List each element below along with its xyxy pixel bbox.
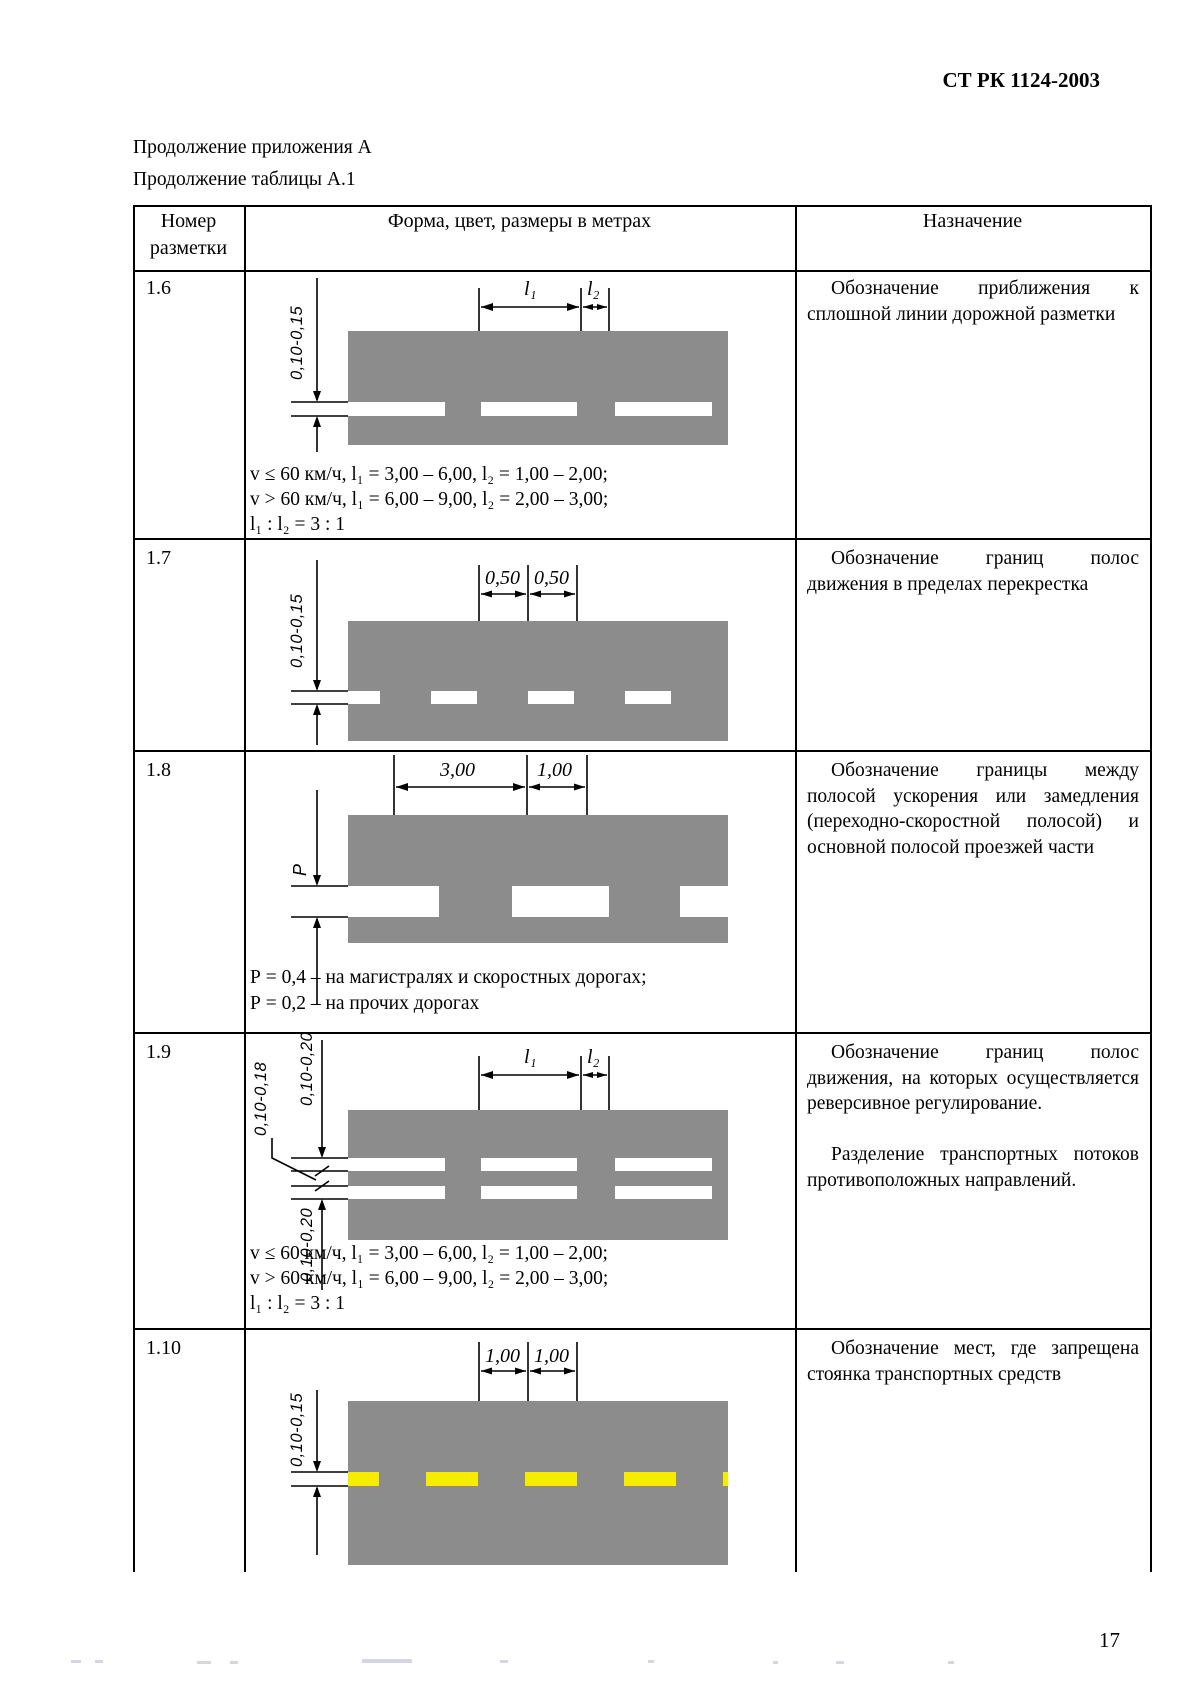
dim-label-line-width-top-1-9: 0,10-0,20 bbox=[298, 1031, 316, 1106]
dim-label-1-00-a: 1,00 bbox=[485, 1345, 520, 1367]
purpose-1-9-paragraph-2: Разделение транспортных потоков противоположных направлений. bbox=[807, 1144, 1139, 1191]
dim-label-P: P bbox=[290, 863, 310, 876]
marking-dash bbox=[431, 691, 477, 704]
note-1-9-line2: v > 60 км/ч, l₁ = 6,00 – 9,00, l₂ = 2,00 – 3,00; bbox=[250, 1268, 609, 1289]
dim-label-l1: l₁ bbox=[524, 278, 537, 300]
marking-dash-yellow bbox=[723, 1472, 728, 1486]
dim-label-line-width-1-10: 0,10-0,15 bbox=[288, 1392, 306, 1467]
note-1-6-line3: l₁ : l₂ = 3 : 1 bbox=[250, 514, 346, 535]
dim-label-3-00: 3,00 bbox=[440, 759, 475, 781]
road-surface bbox=[348, 331, 728, 445]
dim-label-line-width-1-7: 0,10-0,15 bbox=[288, 593, 306, 668]
marking-dash bbox=[481, 1158, 577, 1171]
purpose-1-7: Обозначение границ полос движения в пределах перекрестка bbox=[807, 548, 1139, 595]
note-1-8-line1: Р = 0,4 – на магистралях и скоростных дорогах; bbox=[250, 967, 647, 988]
dim-label-1-00: 1,00 bbox=[537, 759, 572, 781]
row-number-1-8: 1.8 bbox=[146, 759, 171, 781]
leader-line bbox=[272, 1138, 316, 1180]
marking-dash-yellow bbox=[426, 1472, 478, 1486]
row-number-1-7: 1.7 bbox=[146, 547, 171, 569]
marking-dash bbox=[481, 1186, 577, 1199]
dim-label-0-50-a: 0,50 bbox=[485, 567, 520, 589]
appendix-continuation-line: Продолжение приложения А bbox=[133, 137, 372, 158]
standard-reference: СТ РК 1124-2003 bbox=[942, 68, 1100, 92]
note-1-6-line2: v > 60 км/ч, l₁ = 6,00 – 9,00, l₂ = 2,00 – 3,00; bbox=[250, 489, 609, 510]
marking-dash-yellow bbox=[525, 1472, 577, 1486]
header-col1-line2: разметки bbox=[149, 237, 228, 259]
marking-dash bbox=[348, 1186, 445, 1199]
purpose-1-8: Обозначение границы между полосой ускорения или замедления (переходно-скоростной полосой) и основной полосой проезжей части bbox=[807, 760, 1139, 858]
road-surface bbox=[348, 1110, 728, 1240]
dim-label-0-50-b: 0,50 bbox=[534, 567, 569, 589]
diagram-1-10 bbox=[291, 1342, 728, 1565]
marking-dash bbox=[348, 886, 439, 917]
dim-label-1-00-b: 1,00 bbox=[534, 1345, 569, 1367]
purpose-1-6: Обозначение приближения к сплошной линии дорожной разметки bbox=[807, 278, 1139, 325]
dim-label-line-width-bottom-1-9: 0,10-0,20 bbox=[298, 1207, 316, 1282]
header-col2: Форма, цвет, размеры в метрах bbox=[387, 210, 652, 232]
marking-dash bbox=[348, 691, 380, 704]
diagram-1-6 bbox=[291, 278, 728, 452]
row-number-1-9: 1.9 bbox=[146, 1041, 171, 1063]
marking-dash bbox=[615, 1186, 712, 1199]
purpose-1-9-paragraph-1: Обозначение границ полос движения, на которых осуществляется реверсивное регулирование. bbox=[807, 1042, 1139, 1114]
dim-label-l2: l₂ bbox=[587, 278, 600, 300]
marking-dash bbox=[615, 402, 712, 416]
marking-dash bbox=[625, 691, 671, 704]
marking-dash bbox=[680, 886, 728, 917]
road-surface bbox=[348, 815, 728, 943]
marking-dash bbox=[528, 691, 574, 704]
page-number: 17 bbox=[1099, 1628, 1120, 1652]
marking-dash bbox=[481, 402, 577, 416]
marking-dash-yellow bbox=[348, 1472, 379, 1486]
note-1-6-line1: v ≤ 60 км/ч, l₁ = 3,00 – 6,00, l₂ = 1,00 – 2,00; bbox=[250, 464, 608, 485]
note-1-8-line2: Р = 0,2 – на прочих дорогах bbox=[250, 993, 480, 1014]
purpose-1-10: Обозначение мест, где запрещена стоянка транспортных средств bbox=[807, 1338, 1139, 1385]
dim-label-line-width-1-6: 0,10-0,15 bbox=[288, 305, 306, 380]
dim-label-l1-1-9: l₁ bbox=[524, 1046, 537, 1068]
dim-label-gap-1-9: 0,10-0,18 bbox=[252, 1061, 270, 1136]
row-number-1-10: 1.10 bbox=[146, 1337, 181, 1359]
header-col3: Назначение bbox=[922, 210, 1023, 232]
header-col1-line1: Номер bbox=[160, 210, 217, 232]
table-continuation-line: Продолжение таблицы А.1 bbox=[133, 169, 356, 190]
marking-dash bbox=[348, 1158, 445, 1171]
marking-dash-yellow bbox=[624, 1472, 676, 1486]
row-number-1-6: 1.6 bbox=[146, 277, 171, 299]
marking-dash bbox=[615, 1158, 712, 1171]
marking-dash bbox=[348, 402, 445, 416]
road-surface bbox=[348, 621, 728, 741]
marking-dash bbox=[512, 886, 609, 917]
dim-label-l2-1-9: l₂ bbox=[587, 1046, 600, 1068]
note-1-9-line3: l₁ : l₂ = 3 : 1 bbox=[250, 1293, 346, 1314]
note-1-9-line1: v ≤ 60 км/ч, l₁ = 3,00 – 6,00, l₂ = 1,00 – 2,00; bbox=[250, 1243, 608, 1264]
